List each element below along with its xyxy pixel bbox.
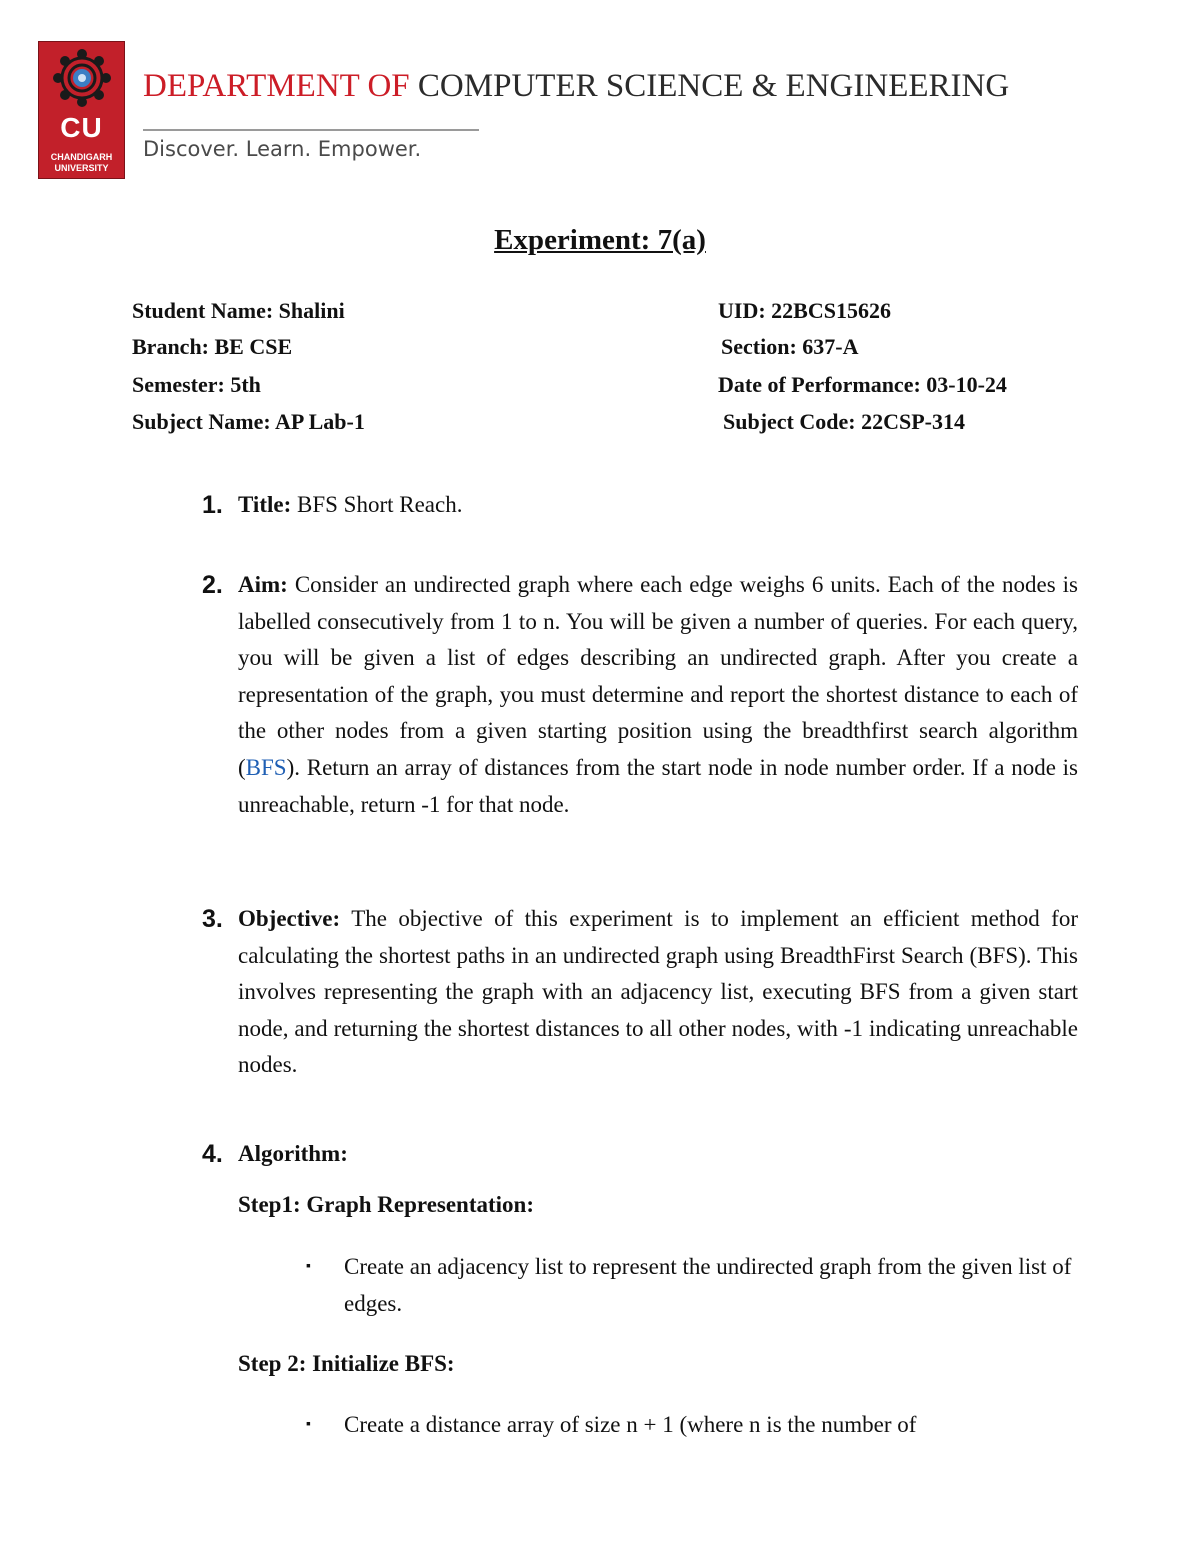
department-title-part1: DEPARTMENT OF — [143, 68, 410, 104]
section-label: Title: — [238, 492, 292, 517]
university-logo — [38, 41, 125, 179]
semester: Semester: 5th — [132, 372, 261, 397]
section-algorithm — [202, 1136, 1078, 1173]
list-item — [306, 1249, 1078, 1322]
section-number: 2. — [202, 571, 223, 599]
section-label: Objective: — [238, 906, 341, 931]
subject-name: Subject Name: AP Lab-1 — [132, 409, 365, 434]
section-label: Algorithm: — [238, 1141, 348, 1166]
list-item-text: Create an adjacency list to represent the undirected graph from the given list of edges. — [344, 1254, 1072, 1316]
section-body — [238, 487, 1078, 524]
date-of-performance: Date of Performance: 03-10-24 — [718, 372, 1007, 397]
section-number: 4. — [202, 1140, 223, 1168]
branch: Branch: BE CSE — [132, 334, 293, 359]
section-body — [238, 1136, 1078, 1173]
section-title — [202, 487, 1078, 524]
section-aim — [202, 567, 1078, 823]
bullet-icon: ▪ — [306, 1259, 311, 1274]
section: Section: 637-A — [721, 334, 859, 359]
section-objective — [202, 901, 1078, 1084]
step-heading: Step1: Graph Representation: — [238, 1192, 535, 1217]
list-item-text: Create a distance array of size n + 1 (where n is the number of — [344, 1412, 917, 1437]
section-text: BFS Short Reach. — [291, 492, 463, 517]
bullet-icon: ▪ — [306, 1417, 311, 1432]
student-uid: UID: 22BCS15626 — [718, 298, 891, 323]
step-heading: Step 2: Initialize BFS: — [238, 1351, 455, 1376]
section-number: 1. — [202, 491, 223, 519]
subject-code: Subject Code: 22CSP-314 — [723, 409, 965, 434]
section-label: Aim: — [238, 572, 288, 597]
student-name: Student Name: Shalini — [132, 298, 345, 323]
header-divider — [143, 129, 479, 131]
section-text: The objective of this experiment is to implement an efficient method for calculating the shortest paths in an undirected graph using BreadthFirst Search (BFS). This involves representing the graph with an adjacency list, executing BFS from a given start node, and returning the shortest distances to all other nodes, with -1 indicating unreachable nodes. — [238, 906, 1078, 1078]
logo-university-name: CHANDIGARH UNIVERSITY — [50, 152, 113, 173]
section-text: ). Return an array of distances from the start node in node number order. If a node is unreachable, return -1 for that node. — [238, 754, 1078, 817]
bfs-link[interactable]: BFS — [245, 754, 287, 780]
list-item — [306, 1407, 1078, 1444]
experiment-title: Experiment: 7(a) — [494, 224, 706, 256]
section-body — [238, 901, 1078, 1084]
section-body — [238, 567, 1078, 823]
department-title-part2: COMPUTER SCIENCE & ENGINEERING — [417, 68, 1010, 104]
section-number: 3. — [202, 905, 223, 933]
tagline: Discover. Learn. Empower. — [143, 137, 422, 161]
department-title — [143, 68, 1009, 105]
section-text: Consider an undirected graph where each edge weighs 6 units. Each of the nodes is labelled consecutively from 1 to n. You will be given a number of queries. For each query, you will be given a list of edges describing an undirected graph. After you create a representation of the graph, you must determine and report the shortest distance to each of the other nodes from a given starting position using the breadthfirst search algorithm ( — [238, 572, 1078, 780]
logo-emblem-icon — [39, 42, 126, 112]
logo-abbreviation: CU — [60, 112, 103, 143]
